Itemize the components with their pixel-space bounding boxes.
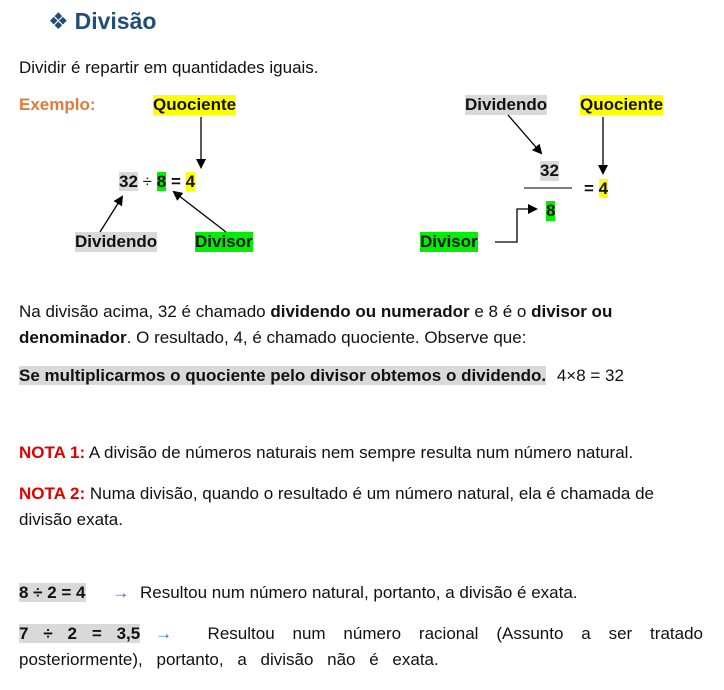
nota2-text: Numa divisão, quando o resultado é um número natural, ela é chamada de divisão exata.	[19, 484, 655, 529]
right-quociente-label: Quociente	[580, 95, 664, 114]
nota1-text: A divisão de números naturais nem sempre resulta num número natural.	[85, 443, 634, 462]
explanation-bold1: dividendo ou numerador	[270, 302, 470, 321]
rule-line	[19, 366, 624, 386]
example2-expr: 7 ÷ 2 = 3,5	[19, 624, 141, 643]
example-row-1	[19, 583, 578, 603]
left-div-sign: ÷	[142, 172, 152, 191]
arrow-divisor-8	[174, 192, 226, 232]
explanation-part3: . O resultado, 4, é chamado quociente. Observe que:	[126, 328, 527, 347]
left-result: 4	[185, 172, 196, 191]
arrow-dividendo-num	[508, 115, 541, 153]
nota2-label: NOTA 2:	[19, 484, 86, 503]
right-arrow-icon: →	[155, 624, 173, 643]
right-equals: =	[584, 179, 594, 198]
example-row-2	[19, 621, 703, 673]
explanation-paragraph	[19, 299, 703, 351]
example2-text: Resultou num número racional (Assunto a ser tratado posteriormente), portanto, a divisão não é exata.	[19, 624, 703, 669]
nota2	[19, 481, 703, 533]
left-divisor: 8	[156, 172, 167, 191]
example1-expr: 8 ÷ 2 = 4	[19, 583, 86, 602]
right-dividendo-label: Dividendo	[465, 95, 548, 114]
explanation-part2: e 8 é o	[469, 302, 532, 321]
left-quociente-label: Quociente	[153, 95, 237, 114]
diamond-bullet-icon: ❖	[48, 8, 69, 34]
right-result: 4	[598, 179, 609, 198]
right-divisor-label: Divisor	[420, 232, 478, 251]
nota1	[19, 440, 703, 466]
example1-text: Resultou num número natural, portanto, a divisão é exata.	[139, 583, 578, 602]
explanation-part1: Na divisão acima, 32 é chamado	[19, 302, 271, 321]
nota1-label: NOTA 1:	[19, 443, 86, 462]
explanation-bold2: divisor ou denominador	[19, 302, 613, 347]
title-text: Divisão	[74, 8, 157, 34]
right-numerator: 32	[540, 161, 559, 180]
arrow-dividendo-32	[100, 197, 122, 232]
example-label: Exemplo:	[19, 95, 96, 114]
rule-text: Se multiplicarmos o quociente pelo divisor obtemos o dividendo.	[19, 366, 547, 385]
right-arrow-icon: →	[112, 583, 130, 602]
left-dividend: 32	[119, 172, 138, 191]
left-divisor-label: Divisor	[195, 232, 253, 251]
arrow-divisor-den	[495, 209, 536, 242]
intro-text: Dividir é repartir em quantidades iguais.	[19, 58, 319, 77]
left-equals: =	[170, 172, 181, 191]
right-denominator: 8	[546, 201, 556, 220]
left-dividendo-label: Dividendo	[75, 232, 158, 251]
rule-formula: 4×8 = 32	[556, 366, 624, 385]
